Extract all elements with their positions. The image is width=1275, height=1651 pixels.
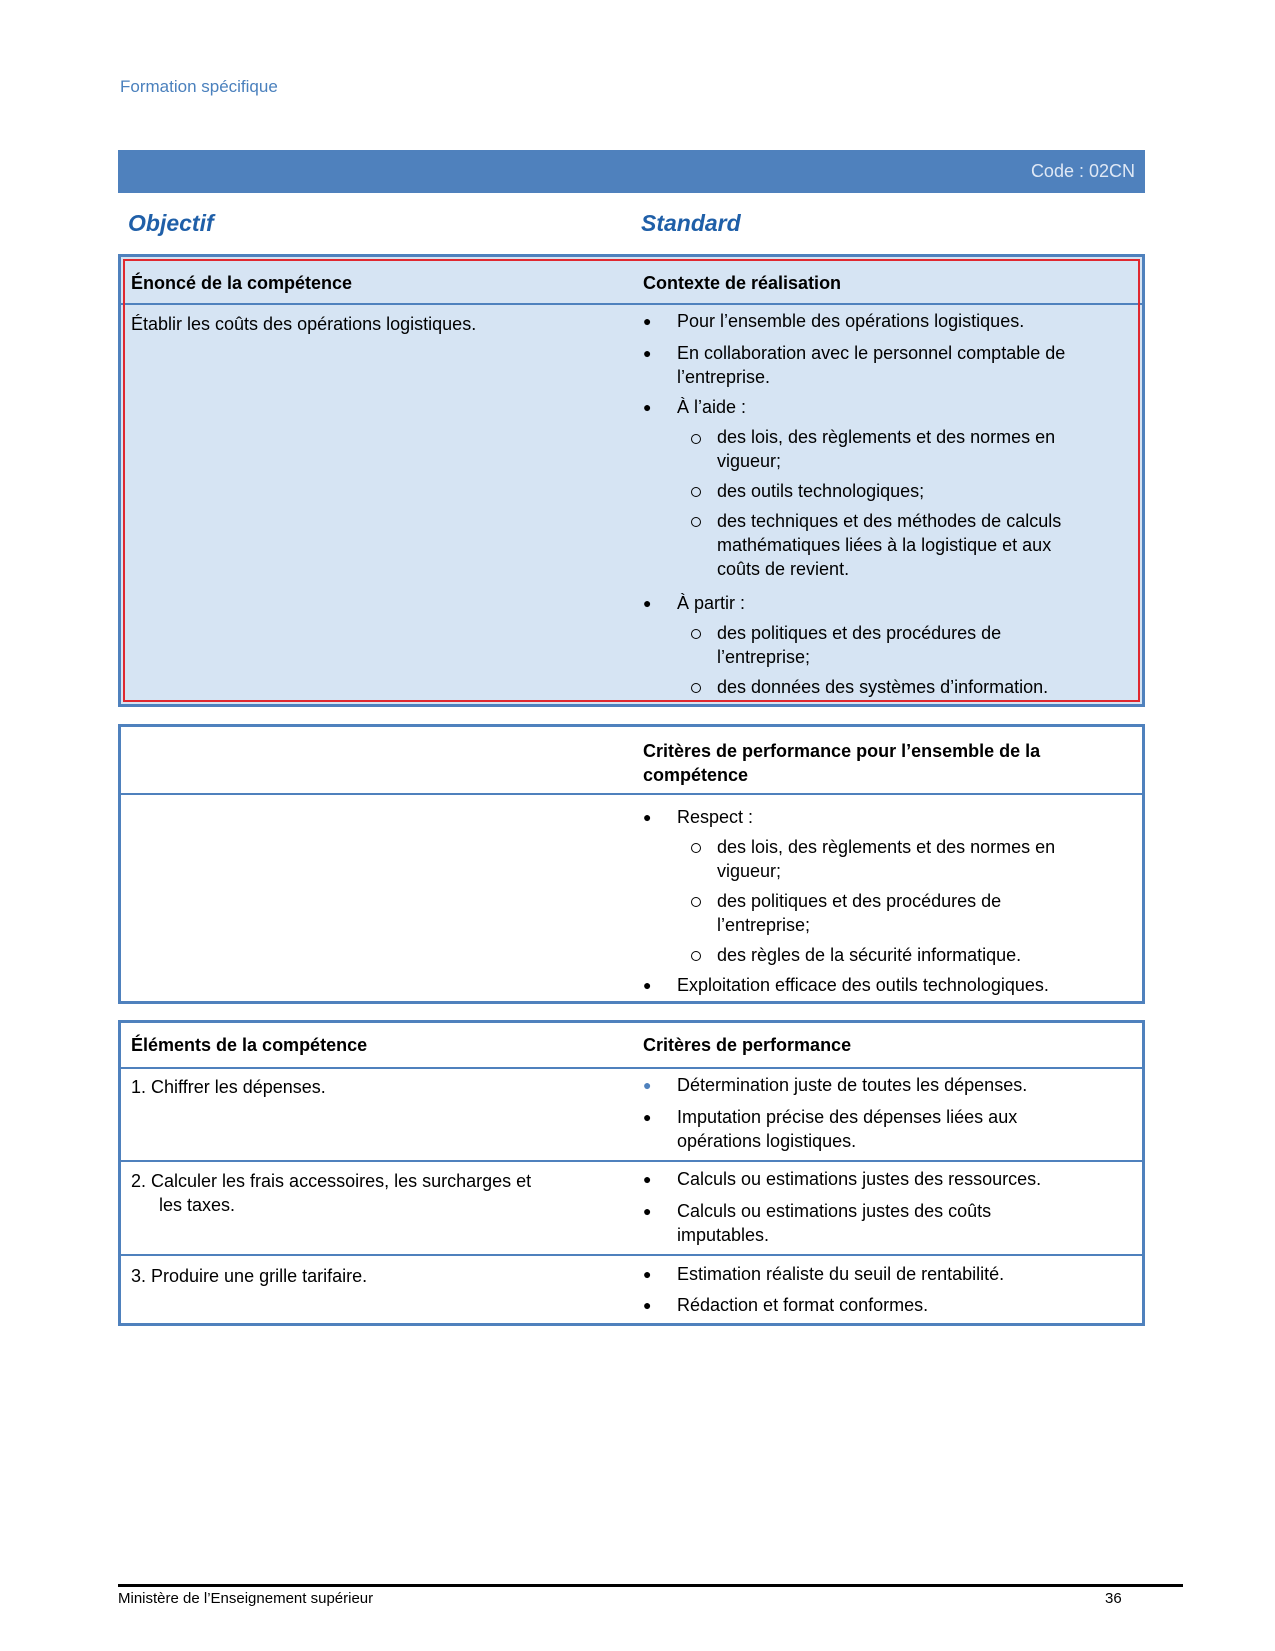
circle-bullet-icon [691,487,701,497]
criteria-item: Respect : [677,807,754,827]
code-bar [118,150,1145,193]
context-header: Contexte de réalisation [643,273,842,293]
criteria-item: Calculs ou estimations justes des coûts [677,1201,992,1221]
context-subitem: des données des systèmes d’information. [717,677,1049,697]
criteria-item: Rédaction et format conformes. [677,1295,929,1315]
overall-criteria-header: Critères de performance pour l’ensemble de la [643,741,1041,761]
bullet-icon: ● [643,595,652,611]
competency-context-table [118,254,1145,707]
bullet-icon: ● [643,1077,652,1093]
element-item: 1. Chiffrer les dépenses. [131,1077,326,1097]
criteria-item: Détermination juste de toutes les dépenses. [677,1075,1028,1095]
bullet-icon: ● [643,809,652,825]
circle-bullet-icon [691,629,701,639]
bullet-icon: ● [643,1297,652,1313]
circle-bullet-icon [691,897,701,907]
context-subitem: des outils technologiques; [717,481,925,501]
competency-statement-header: Énoncé de la compétence [131,273,353,293]
competency-statement: Établir les coûts des opérations logistiques. [131,314,477,334]
circle-bullet-icon [691,951,701,961]
competency-code: Code : 02CN [1030,161,1135,181]
element-item: 3. Produire une grille tarifaire. [131,1266,368,1286]
context-item: À l’aide : [677,397,747,417]
bullet-icon: ● [643,399,652,415]
criteria-item: Exploitation efficace des outils technologiques. [677,975,1049,995]
context-subitem-cont: l’entreprise; [717,647,811,667]
context-subitem-cont: vigueur; [717,451,782,471]
overall-criteria-header-cont: compétence [643,765,749,785]
criteria-subitem-cont: vigueur; [717,861,782,881]
footer-rule [118,1584,1183,1587]
context-item: En collaboration avec le personnel comptable de [677,343,1066,363]
criteria-subitem: des politiques et des procédures de [717,891,1002,911]
criteria-item-cont: opérations logistiques. [677,1131,857,1151]
context-subitem-cont: coûts de revient. [717,559,850,579]
row-divider [121,1254,1142,1256]
footer-ministry: Ministère de l’Enseignement supérieur [118,1590,374,1607]
elements-header: Éléments de la compétence [131,1035,368,1055]
row-divider [121,1160,1142,1162]
context-subitem-cont: mathématiques liées à la logistique et aux [717,535,1052,555]
criteria-subitem-cont: l’entreprise; [717,915,811,935]
overall-criteria-table [118,724,1145,1004]
bullet-icon: ● [643,1171,652,1187]
bullet-icon: ● [643,1203,652,1219]
context-item: À partir : [677,593,746,613]
circle-bullet-icon [691,843,701,853]
context-subitem: des techniques et des méthodes de calculs [717,511,1062,531]
context-item: Pour l’ensemble des opérations logistiques. [677,311,1025,331]
circle-bullet-icon [691,683,701,693]
criteria-subitem: des règles de la sécurité informatique. [717,945,1022,965]
criteria-item: Estimation réaliste du seuil de rentabilité. [677,1264,1005,1284]
bullet-icon: ● [643,345,652,361]
criteria-header: Critères de performance [643,1035,852,1055]
bullet-icon: ● [643,1266,652,1282]
bullet-icon: ● [643,977,652,993]
elements-criteria-table [118,1020,1145,1326]
page-number: 36 [1105,1590,1122,1607]
standard-label: Standard [641,210,741,236]
criteria-subitem: des lois, des règlements et des normes en [717,837,1056,857]
bullet-icon: ● [643,1109,652,1125]
criteria-item-cont: imputables. [677,1225,770,1245]
context-subitem: des lois, des règlements et des normes en [717,427,1056,447]
circle-bullet-icon [691,434,701,444]
objective-label: Objectif [128,210,214,236]
context-subitem: des politiques et des procédures de [717,623,1002,643]
context-item-cont: l’entreprise. [677,367,771,387]
criteria-item: Calculs ou estimations justes des ressources. [677,1169,1042,1189]
circle-bullet-icon [691,517,701,527]
element-item: 2. Calculer les frais accessoires, les surcharges et [131,1171,532,1191]
document-header: Formation spécifique [120,77,278,96]
criteria-item: Imputation précise des dépenses liées aux [677,1107,1018,1127]
bullet-icon: ● [643,313,652,329]
element-item-cont: les taxes. [159,1195,236,1215]
